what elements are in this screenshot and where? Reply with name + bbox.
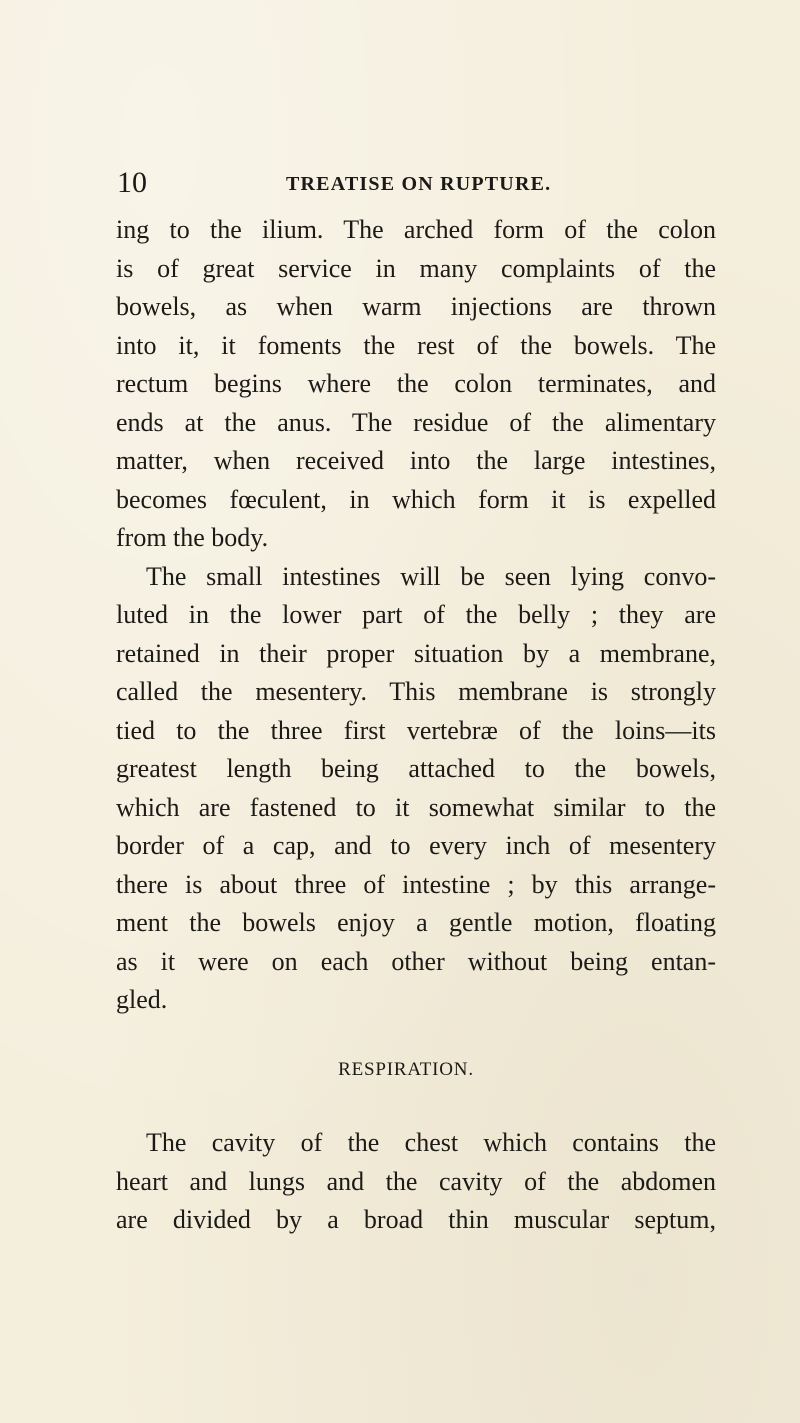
text-line: greatest length being attached to the bowels, bbox=[116, 754, 716, 783]
text-line: border of a cap, and to every inch of mesentery bbox=[116, 831, 716, 860]
text-line: bowels, as when warm injections are thrown bbox=[116, 292, 716, 321]
text-line: is of great service in many complaints of the bbox=[116, 253, 716, 283]
text-line: into it, it foments the rest of the bowels. The bbox=[116, 330, 716, 360]
text-line: The cavity of the chest which contains the bbox=[146, 1128, 716, 1157]
text-line: ends at the anus. The residue of the alimentary bbox=[116, 407, 716, 437]
text-line: from the body. bbox=[116, 523, 269, 552]
body-text bbox=[116, 1124, 716, 1240]
text-line: The small intestines will be seen lying convo- bbox=[146, 561, 716, 591]
text-line: rectum begins where the colon terminates, and bbox=[116, 369, 716, 398]
section-heading: RESPIRATION. bbox=[338, 1059, 474, 1080]
text-line: tied to the three first vertebræ of the loins—its bbox=[116, 715, 716, 745]
text-line: luted in the lower part of the belly ; they are bbox=[116, 600, 716, 629]
text-line: there is about three of intestine ; by this arrange- bbox=[116, 869, 716, 899]
running-head: TREATISE ON RUPTURE. bbox=[286, 173, 552, 195]
body-text bbox=[116, 211, 716, 1020]
page-header bbox=[0, 160, 800, 200]
text-line: called the mesentery. This membrane is strongly bbox=[116, 677, 716, 706]
text-line: becomes fœculent, in which form it is expelled bbox=[116, 484, 716, 514]
text-line: heart and lungs and the cavity of the abdomen bbox=[116, 1166, 716, 1196]
text-line: which are fastened to it somewhat similar to the bbox=[116, 792, 716, 822]
text-line: as it were on each other without being entan- bbox=[116, 946, 716, 976]
text-line: ment the bowels enjoy a gentle motion, floating bbox=[116, 908, 716, 937]
text-line: matter, when received into the large intestines, bbox=[116, 446, 716, 475]
text-line: gled. bbox=[116, 985, 168, 1014]
text-line: retained in their proper situation by a membrane, bbox=[116, 638, 716, 668]
text-line: ing to the ilium. The arched form of the colon bbox=[116, 215, 716, 244]
text-line: are divided by a broad thin muscular septum, bbox=[116, 1205, 716, 1234]
page-number: 10 bbox=[117, 166, 147, 199]
